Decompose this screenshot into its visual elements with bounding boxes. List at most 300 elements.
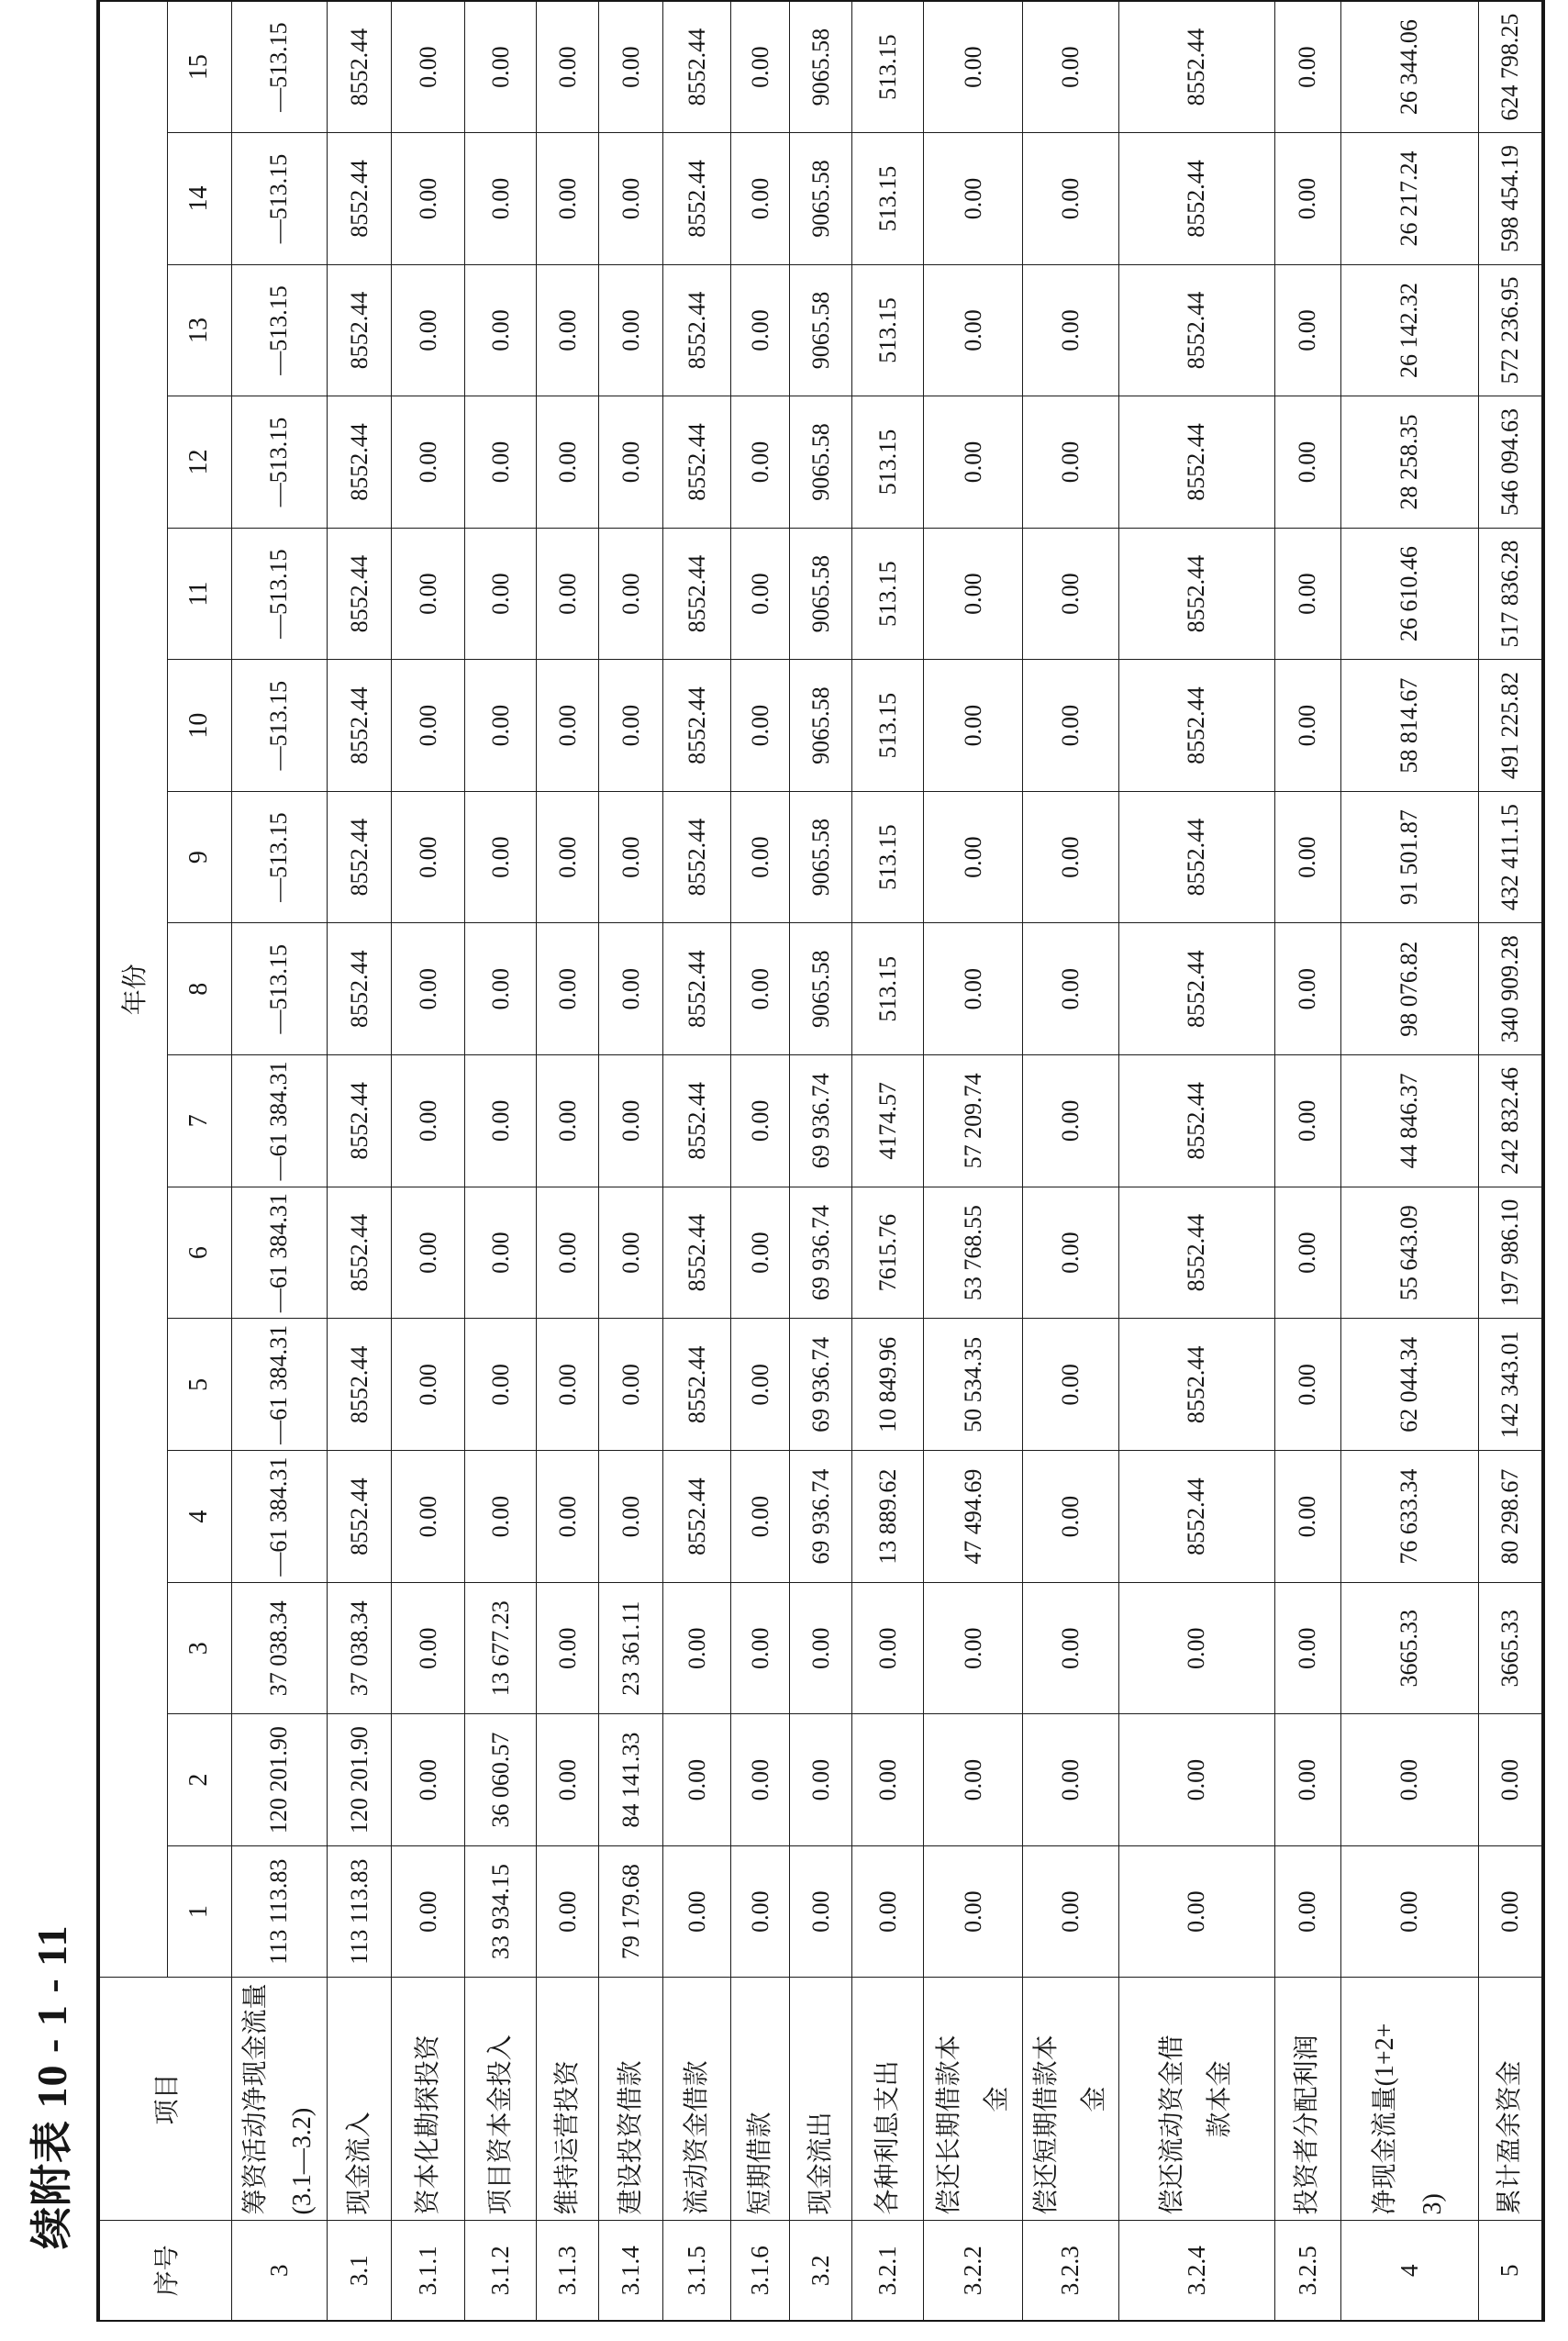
value-cell: 0.00	[537, 1187, 599, 1319]
value-cell: 0.00	[599, 264, 663, 396]
row-no-cell: 3.2.4	[1118, 2221, 1274, 2321]
value-cell: 0.00	[465, 133, 537, 265]
value-cell: 197 986.10	[1478, 1187, 1543, 1319]
item-label-line: 现金流入	[344, 2112, 373, 2215]
value-cell: 0.00	[731, 660, 790, 792]
value-cell: 0.00	[599, 1451, 663, 1583]
item-label-line: 投资者分配利润	[1293, 2034, 1322, 2215]
value-cell: 8552.44	[663, 1187, 731, 1319]
value-cell: 0.00	[790, 1714, 852, 1846]
value-cell: 0.00	[1023, 1319, 1119, 1451]
item-label-cell	[1340, 1978, 1478, 2221]
year-header-cell: 9	[167, 791, 231, 923]
value-cell: 0.00	[392, 1319, 465, 1451]
value-cell: 0.00	[599, 1, 663, 133]
table-row	[1274, 1, 1340, 2321]
value-cell: 0.00	[599, 660, 663, 792]
value-cell: 84 141.33	[599, 1714, 663, 1846]
page-title: 续附表 10 - 1 - 11	[28, 1924, 75, 2249]
value-cell: 47 494.69	[924, 1451, 1023, 1583]
value-cell: 0.00	[1023, 1714, 1119, 1846]
cash-flow-table	[96, 0, 1545, 2322]
value-cell: 0.00	[465, 923, 537, 1055]
value-cell: 9065.58	[790, 264, 852, 396]
value-cell: 0.00	[392, 1583, 465, 1714]
item-label-line: 3)	[1418, 2193, 1448, 2215]
value-cell: 58 814.67	[1340, 660, 1478, 792]
value-cell: 3665.33	[1478, 1583, 1543, 1714]
item-label-line: 净现金流量(1+2+	[1371, 2023, 1400, 2215]
value-cell: 513.15	[852, 396, 924, 529]
year-header-cell: 10	[167, 660, 231, 792]
value-cell: 0.00	[1274, 1319, 1340, 1451]
value-cell: 0.00	[1023, 528, 1119, 660]
row-no-cell: 3.2.2	[924, 2221, 1023, 2321]
value-cell: 0.00	[537, 396, 599, 529]
value-cell: 0.00	[1274, 1451, 1340, 1583]
value-cell: 8552.44	[663, 660, 731, 792]
value-cell: 9065.58	[790, 923, 852, 1055]
item-label-cell	[231, 1978, 328, 2221]
item-label-line: 筹资活动净现金流量	[240, 1983, 270, 2215]
value-cell: 0.00	[1023, 1054, 1119, 1187]
header-item: 项目	[98, 1978, 231, 2221]
table-row	[465, 1, 537, 2321]
table-row	[1023, 1, 1119, 2321]
year-header-cell: 11	[167, 528, 231, 660]
value-cell: 0.00	[731, 1, 790, 133]
value-cell: —513.15	[231, 791, 328, 923]
value-cell: 0.00	[1274, 791, 1340, 923]
value-cell: 0.00	[465, 1319, 537, 1451]
value-cell: 62 044.34	[1340, 1319, 1478, 1451]
value-cell: 0.00	[537, 660, 599, 792]
value-cell: 9065.58	[790, 133, 852, 265]
value-cell: 8552.44	[328, 660, 392, 792]
row-no-cell: 3.1.6	[731, 2221, 790, 2321]
value-cell: 8552.44	[1118, 528, 1274, 660]
value-cell: 69 936.74	[790, 1054, 852, 1187]
value-cell: 0.00	[1274, 1054, 1340, 1187]
value-cell: 0.00	[392, 791, 465, 923]
header-row	[98, 1, 167, 2321]
header-year-group: 年份	[98, 1, 167, 1978]
value-cell: 340 909.28	[1478, 923, 1543, 1055]
value-cell: 69 936.74	[790, 1319, 852, 1451]
value-cell: 10 849.96	[852, 1319, 924, 1451]
value-cell: 0.00	[537, 1845, 599, 1978]
year-header-cell: 13	[167, 264, 231, 396]
value-cell: 513.15	[852, 1, 924, 133]
value-cell: 0.00	[1023, 1451, 1119, 1583]
value-cell: 0.00	[924, 791, 1023, 923]
value-cell: 0.00	[731, 1845, 790, 1978]
item-label-line: 建设投资借款	[616, 2060, 645, 2215]
table-row	[392, 1, 465, 2321]
value-cell: 8552.44	[1118, 264, 1274, 396]
value-cell: 513.15	[852, 264, 924, 396]
value-cell: 113 113.83	[231, 1845, 328, 1978]
value-cell: 0.00	[465, 528, 537, 660]
value-cell: 0.00	[599, 1319, 663, 1451]
value-cell: 0.00	[790, 1583, 852, 1714]
value-cell: 0.00	[924, 528, 1023, 660]
header-no: 序号	[98, 2221, 231, 2321]
year-header-cell: 14	[167, 133, 231, 265]
item-label-line: (3.1—3.2)	[288, 2107, 317, 2215]
table-row	[537, 1, 599, 2321]
value-cell: 8552.44	[663, 1451, 731, 1583]
value-cell: 0.00	[537, 1, 599, 133]
value-cell: 8552.44	[328, 528, 392, 660]
item-label-cell	[328, 1978, 392, 2221]
value-cell: 37 038.34	[328, 1583, 392, 1714]
value-cell: 0.00	[599, 1187, 663, 1319]
value-cell: 120 201.90	[231, 1714, 328, 1846]
value-cell: 0.00	[392, 1845, 465, 1978]
value-cell: 0.00	[731, 1714, 790, 1846]
value-cell: 517 836.28	[1478, 528, 1543, 660]
value-cell: 0.00	[392, 396, 465, 529]
row-no-cell: 3	[231, 2221, 328, 2321]
value-cell: 8552.44	[1118, 396, 1274, 529]
value-cell: 432 411.15	[1478, 791, 1543, 923]
value-cell: 0.00	[392, 133, 465, 265]
table-row	[790, 1, 852, 2321]
value-cell: 8552.44	[1118, 660, 1274, 792]
value-cell: 0.00	[599, 133, 663, 265]
value-cell: 0.00	[392, 264, 465, 396]
value-cell: 33 934.15	[465, 1845, 537, 1978]
value-cell: 0.00	[1340, 1845, 1478, 1978]
value-cell: 0.00	[1274, 660, 1340, 792]
value-cell: 8552.44	[663, 528, 731, 660]
value-cell: 0.00	[731, 1054, 790, 1187]
value-cell: 98 076.82	[1340, 923, 1478, 1055]
value-cell: —513.15	[231, 396, 328, 529]
value-cell: 8552.44	[663, 396, 731, 529]
value-cell: —61 384.31	[231, 1319, 328, 1451]
value-cell: 0.00	[537, 1054, 599, 1187]
value-cell: —513.15	[231, 923, 328, 1055]
value-cell: 53 768.55	[924, 1187, 1023, 1319]
item-label-cell	[1478, 1978, 1543, 2221]
year-header-cell: 6	[167, 1187, 231, 1319]
value-cell: 13 677.23	[465, 1583, 537, 1714]
value-cell: 0.00	[1023, 133, 1119, 265]
table-row	[852, 1, 924, 2321]
value-cell: 113 113.83	[328, 1845, 392, 1978]
year-header-cell: 15	[167, 1, 231, 133]
value-cell: 0.00	[465, 396, 537, 529]
value-cell: 9065.58	[790, 396, 852, 529]
value-cell: 0.00	[790, 1845, 852, 1978]
value-cell: 0.00	[599, 791, 663, 923]
value-cell: 242 832.46	[1478, 1054, 1543, 1187]
table-row	[924, 1, 1023, 2321]
value-cell: 491 225.82	[1478, 660, 1543, 792]
value-cell: 513.15	[852, 923, 924, 1055]
value-cell: 0.00	[731, 1319, 790, 1451]
value-cell: 8552.44	[1118, 1054, 1274, 1187]
value-cell: 0.00	[392, 1, 465, 133]
value-cell: 8552.44	[663, 923, 731, 1055]
value-cell: 0.00	[1274, 1, 1340, 133]
value-cell: 0.00	[852, 1714, 924, 1846]
item-label-line: 金	[982, 2086, 1011, 2112]
value-cell: 0.00	[731, 1451, 790, 1583]
value-cell: 0.00	[465, 791, 537, 923]
item-label-line: 累计盈余资金	[1496, 2060, 1525, 2215]
value-cell: 0.00	[663, 1845, 731, 1978]
value-cell: 0.00	[1023, 264, 1119, 396]
value-cell: —61 384.31	[231, 1054, 328, 1187]
value-cell: 0.00	[1274, 1845, 1340, 1978]
value-cell: 3665.33	[1340, 1583, 1478, 1714]
value-cell: —61 384.31	[231, 1187, 328, 1319]
value-cell: 8552.44	[663, 1054, 731, 1187]
row-no-cell: 3.2.1	[852, 2221, 924, 2321]
item-label-cell	[852, 1978, 924, 2221]
year-header-cell: 7	[167, 1054, 231, 1187]
value-cell: 8552.44	[328, 1054, 392, 1187]
value-cell: 8552.44	[663, 791, 731, 923]
item-label-line: 各种利息支出	[873, 2060, 902, 2215]
value-cell: 0.00	[1274, 1187, 1340, 1319]
value-cell: 0.00	[1274, 264, 1340, 396]
value-cell: 0.00	[537, 1319, 599, 1451]
value-cell: 0.00	[731, 528, 790, 660]
value-cell: 8552.44	[328, 1451, 392, 1583]
value-cell: 0.00	[1023, 1845, 1119, 1978]
table-row	[663, 1, 731, 2321]
value-cell: 0.00	[924, 1845, 1023, 1978]
year-header-cell: 5	[167, 1319, 231, 1451]
value-cell: 8552.44	[663, 1, 731, 133]
year-header-cell: 1	[167, 1845, 231, 1978]
value-cell: 0.00	[465, 264, 537, 396]
value-cell: 50 534.35	[924, 1319, 1023, 1451]
value-cell: 37 038.34	[231, 1583, 328, 1714]
value-cell: 572 236.95	[1478, 264, 1543, 396]
value-cell: 0.00	[731, 791, 790, 923]
value-cell: 0.00	[663, 1714, 731, 1846]
item-label-line: 短期借款	[745, 2112, 774, 2215]
value-cell: 26 344.06	[1340, 1, 1478, 133]
row-no-cell: 3.1.3	[537, 2221, 599, 2321]
value-cell: —513.15	[231, 1, 328, 133]
value-cell: 0.00	[465, 1451, 537, 1583]
value-cell: 0.00	[924, 1583, 1023, 1714]
value-cell: 0.00	[924, 923, 1023, 1055]
year-header-cell: 2	[167, 1714, 231, 1846]
item-label-cell	[663, 1978, 731, 2221]
value-cell: 0.00	[1023, 791, 1119, 923]
value-cell: 513.15	[852, 791, 924, 923]
value-cell: 0.00	[1023, 1187, 1119, 1319]
value-cell: 8552.44	[1118, 1319, 1274, 1451]
value-cell: 28 258.35	[1340, 396, 1478, 529]
value-cell: 0.00	[392, 1187, 465, 1319]
value-cell: 8552.44	[328, 791, 392, 923]
value-cell: 57 209.74	[924, 1054, 1023, 1187]
value-cell: 9065.58	[790, 791, 852, 923]
value-cell: 69 936.74	[790, 1187, 852, 1319]
item-label-line: 偿还长期借款本	[934, 2034, 963, 2215]
table-row	[731, 1, 790, 2321]
row-no-cell: 5	[1478, 2221, 1543, 2321]
value-cell: 0.00	[1023, 1583, 1119, 1714]
value-cell: 546 094.63	[1478, 396, 1543, 529]
table-row	[599, 1, 663, 2321]
item-label-line: 款本金	[1206, 2060, 1235, 2138]
value-cell: 0.00	[924, 264, 1023, 396]
value-cell: —513.15	[231, 660, 328, 792]
value-cell: 0.00	[731, 264, 790, 396]
value-cell: 8552.44	[663, 264, 731, 396]
item-label-cell	[1274, 1978, 1340, 2221]
value-cell: 76 633.34	[1340, 1451, 1478, 1583]
value-cell: 8552.44	[328, 1319, 392, 1451]
value-cell: 13 889.62	[852, 1451, 924, 1583]
item-label-cell	[465, 1978, 537, 2221]
value-cell: 513.15	[852, 660, 924, 792]
value-cell: 79 179.68	[599, 1845, 663, 1978]
item-label-cell	[599, 1978, 663, 2221]
value-cell: 26 217.24	[1340, 133, 1478, 265]
year-number-row	[167, 1, 231, 2321]
item-label-line: 金	[1079, 2086, 1108, 2112]
row-no-cell: 3.1	[328, 2221, 392, 2321]
value-cell: 0.00	[731, 1187, 790, 1319]
value-cell: 91 501.87	[1340, 791, 1478, 923]
value-cell: 0.00	[731, 133, 790, 265]
item-label-line: 偿还流动资金借	[1158, 2034, 1187, 2215]
value-cell: 598 454.19	[1478, 133, 1543, 265]
item-label-line: 现金流出	[806, 2112, 835, 2215]
value-cell: 0.00	[924, 396, 1023, 529]
value-cell: 0.00	[537, 1583, 599, 1714]
value-cell: 142 343.01	[1478, 1319, 1543, 1451]
row-no-cell: 3.2.5	[1274, 2221, 1340, 2321]
value-cell: 0.00	[1023, 1, 1119, 133]
value-cell: 513.15	[852, 133, 924, 265]
value-cell: 8552.44	[1118, 923, 1274, 1055]
value-cell: 7615.76	[852, 1187, 924, 1319]
value-cell: 9065.58	[790, 660, 852, 792]
item-label-line: 维持运营投资	[552, 2060, 582, 2215]
value-cell: 26 142.32	[1340, 264, 1478, 396]
value-cell: 0.00	[1023, 396, 1119, 529]
value-cell: 0.00	[1274, 1714, 1340, 1846]
table-row	[1340, 1, 1478, 2321]
value-cell: 0.00	[537, 1714, 599, 1846]
row-no-cell: 3.1.4	[599, 2221, 663, 2321]
value-cell: 8552.44	[1118, 1187, 1274, 1319]
value-cell: 0.00	[392, 923, 465, 1055]
value-cell: 0.00	[924, 133, 1023, 265]
value-cell: 120 201.90	[328, 1714, 392, 1846]
value-cell: 36 060.57	[465, 1714, 537, 1846]
row-no-cell: 3.1.2	[465, 2221, 537, 2321]
item-label-cell	[1118, 1978, 1274, 2221]
item-label-line: 偿还短期借款本	[1032, 2034, 1062, 2215]
value-cell: 0.00	[1340, 1714, 1478, 1846]
item-label-cell	[1023, 1978, 1119, 2221]
value-cell: 8552.44	[1118, 791, 1274, 923]
value-cell: 0.00	[537, 528, 599, 660]
value-cell: 0.00	[1274, 1583, 1340, 1714]
value-cell: —513.15	[231, 264, 328, 396]
value-cell: 0.00	[392, 660, 465, 792]
year-header-cell: 12	[167, 396, 231, 529]
value-cell: 8552.44	[1118, 1, 1274, 133]
value-cell: 8552.44	[1118, 1451, 1274, 1583]
value-cell: 0.00	[1274, 133, 1340, 265]
row-no-cell: 3.1.1	[392, 2221, 465, 2321]
item-label-cell	[731, 1978, 790, 2221]
value-cell: 0.00	[1023, 660, 1119, 792]
value-cell: 0.00	[1023, 923, 1119, 1055]
row-no-cell: 4	[1340, 2221, 1478, 2321]
value-cell: —61 384.31	[231, 1451, 328, 1583]
value-cell: 0.00	[852, 1845, 924, 1978]
value-cell: 26 610.46	[1340, 528, 1478, 660]
item-label-cell	[790, 1978, 852, 2221]
value-cell: 0.00	[1274, 528, 1340, 660]
item-label-line: 项目资本金投入	[485, 2034, 515, 2215]
value-cell: 8552.44	[328, 133, 392, 265]
value-cell: 624 798.25	[1478, 1, 1543, 133]
value-cell: 8552.44	[663, 133, 731, 265]
value-cell: 0.00	[1118, 1583, 1274, 1714]
value-cell: 0.00	[465, 660, 537, 792]
table-row	[328, 1, 392, 2321]
year-header-cell: 3	[167, 1583, 231, 1714]
table-row	[1478, 1, 1543, 2321]
value-cell: 0.00	[924, 1714, 1023, 1846]
value-cell: 0.00	[924, 1, 1023, 133]
value-cell: 0.00	[599, 396, 663, 529]
value-cell: 0.00	[852, 1583, 924, 1714]
year-header-cell: 8	[167, 923, 231, 1055]
value-cell: 69 936.74	[790, 1451, 852, 1583]
value-cell: 0.00	[1478, 1845, 1543, 1978]
value-cell: 0.00	[465, 1187, 537, 1319]
value-cell: 0.00	[537, 264, 599, 396]
value-cell: 0.00	[1274, 396, 1340, 529]
item-label-cell	[392, 1978, 465, 2221]
value-cell: 0.00	[392, 1714, 465, 1846]
value-cell: 0.00	[1118, 1714, 1274, 1846]
value-cell: 9065.58	[790, 1, 852, 133]
value-cell: —513.15	[231, 133, 328, 265]
table-row	[1118, 1, 1274, 2321]
item-label-cell	[924, 1978, 1023, 2221]
value-cell: 513.15	[852, 528, 924, 660]
value-cell: 0.00	[537, 133, 599, 265]
value-cell: 80 298.67	[1478, 1451, 1543, 1583]
row-no-cell: 3.2.3	[1023, 2221, 1119, 2321]
value-cell: 8552.44	[328, 1, 392, 133]
value-cell: 0.00	[465, 1054, 537, 1187]
value-cell: 0.00	[1118, 1845, 1274, 1978]
value-cell: 0.00	[599, 923, 663, 1055]
value-cell: 0.00	[1478, 1714, 1543, 1846]
item-label-line: 资本化勘探投资	[413, 2034, 442, 2215]
value-cell: 9065.58	[790, 528, 852, 660]
value-cell: 0.00	[731, 396, 790, 529]
